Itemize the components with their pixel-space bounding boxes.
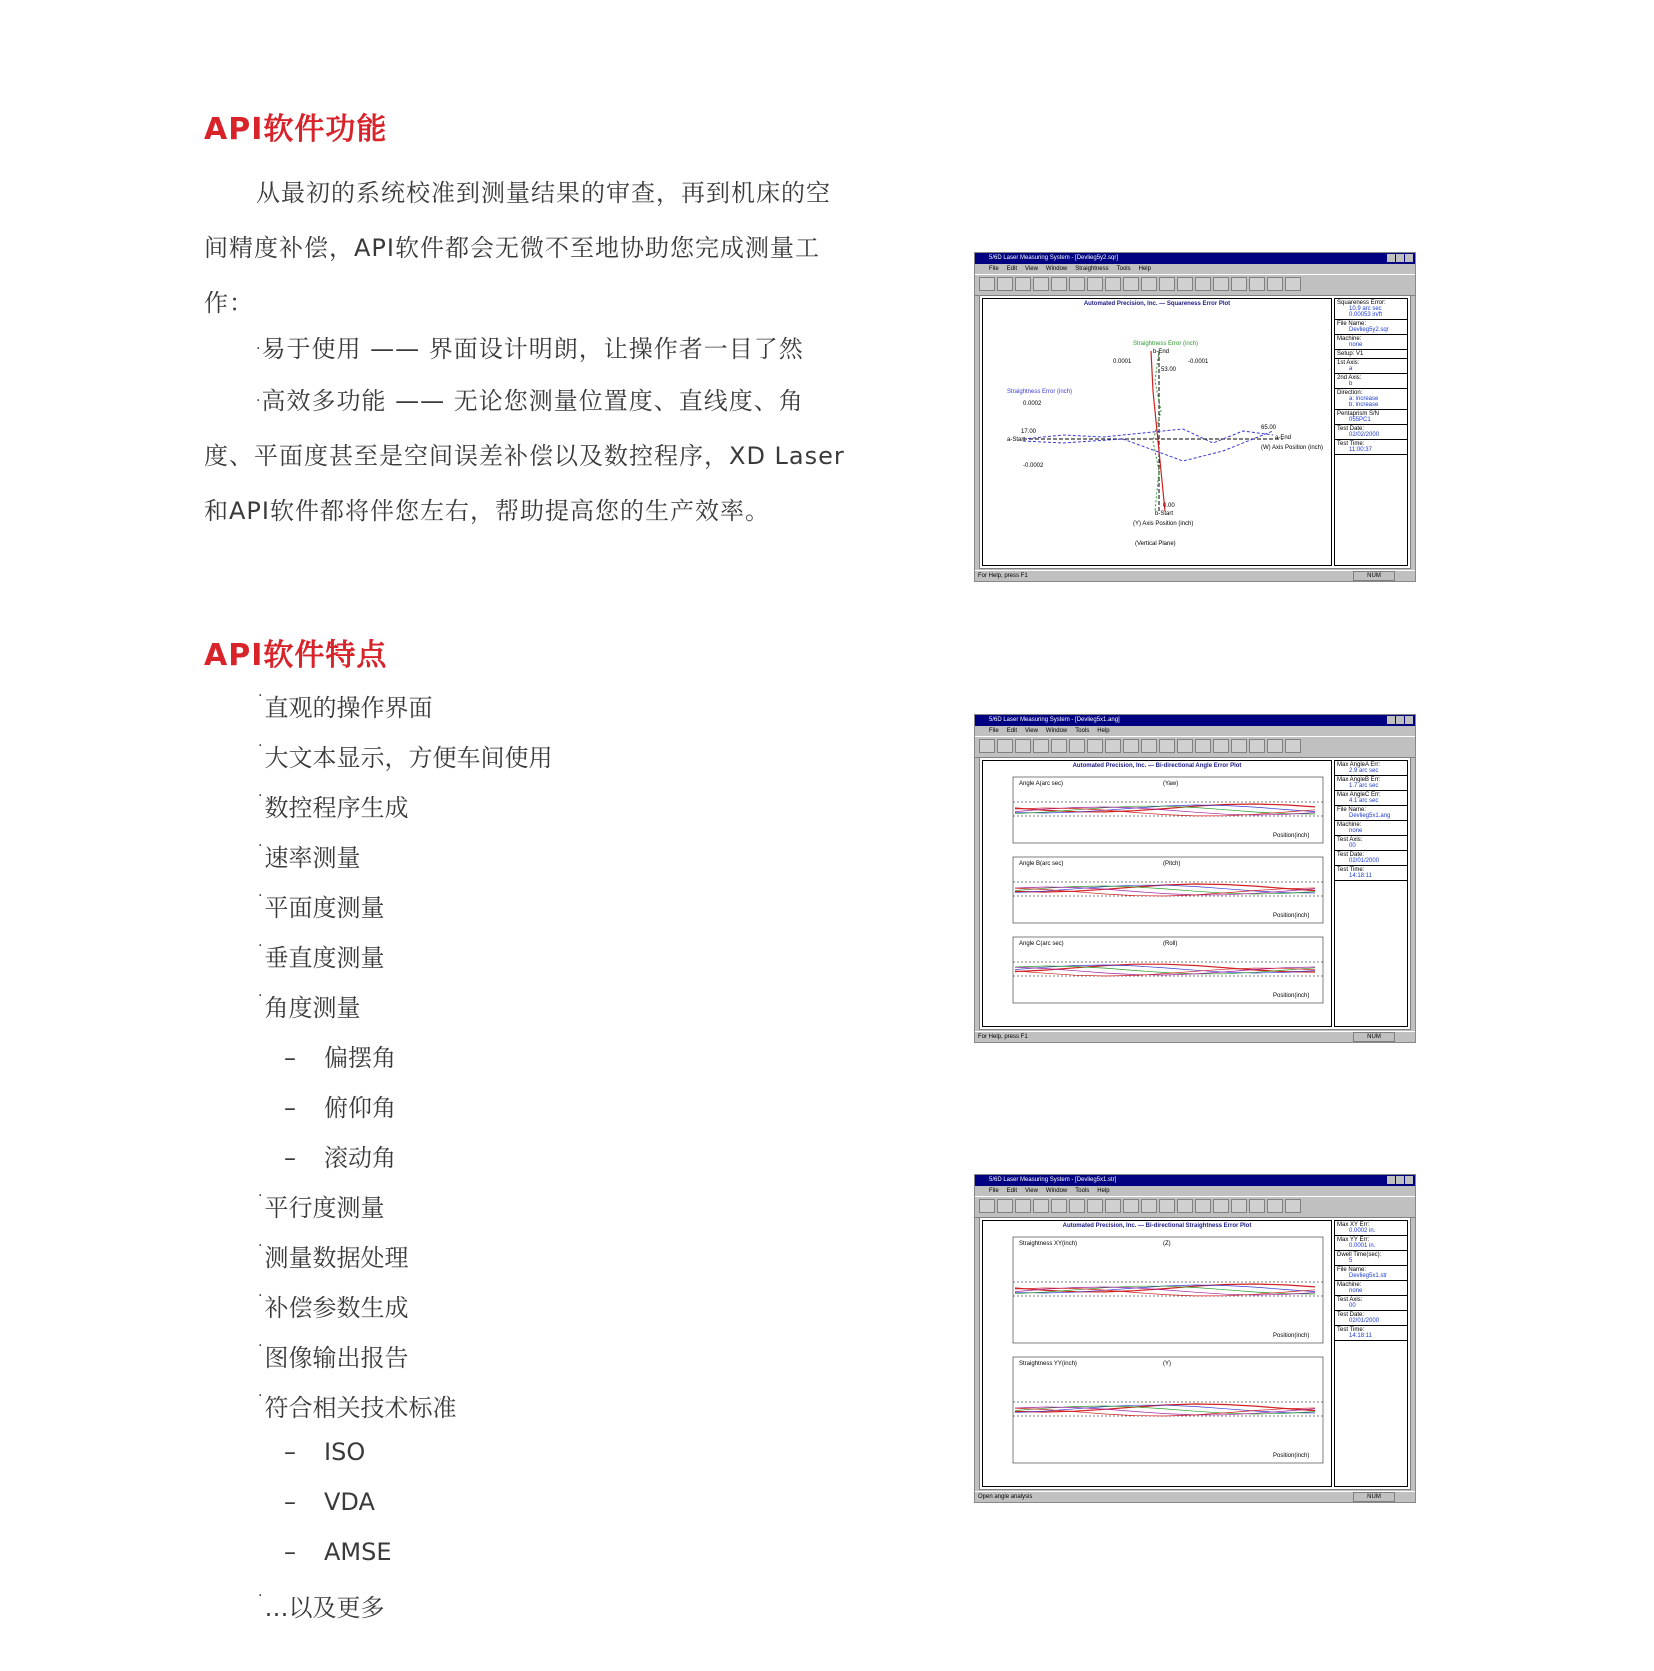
- info-row: Test Time: 14:18:11: [1335, 1326, 1407, 1341]
- info-row: File Name: Devlieg5x1.ang: [1335, 806, 1407, 821]
- info-row: Machine: none: [1335, 1281, 1407, 1296]
- info-row: 2nd Axis: b: [1335, 374, 1407, 389]
- feature-item: ·大文本显示，方便车间使用: [258, 738, 553, 772]
- menu-bar: [975, 726, 1415, 736]
- menu-item[interactable]: Edit: [1006, 266, 1018, 272]
- position-label: Position(inch): [1273, 913, 1310, 919]
- menu-item[interactable]: File: [989, 266, 999, 272]
- info-row: Test Time: 14:18:11: [1335, 866, 1407, 881]
- menu-item[interactable]: Help: [1097, 728, 1110, 734]
- menu-item[interactable]: Window: [1045, 266, 1068, 272]
- toolbar: [975, 274, 1415, 296]
- info-row: Pentaprism S/N 055PC1: [1335, 410, 1407, 425]
- label-a-end: a-End: [1275, 435, 1292, 441]
- label-53: 53.00: [1161, 367, 1177, 373]
- window-title-bar: 5/6D Laser Measuring System - [Devlieg5x1.str]: [975, 1175, 1415, 1186]
- menu-item[interactable]: Edit: [1006, 1188, 1018, 1194]
- panel-tag: (Z): [1163, 1241, 1171, 1247]
- feature-item: ·补偿参数生成: [258, 1288, 409, 1322]
- position-label: Position(inch): [1273, 1453, 1310, 1459]
- status-bar: For Help, press F1 NUM: [975, 570, 1415, 581]
- label-a-start: a-Start: [1007, 437, 1026, 443]
- menu-bar: [975, 1186, 1415, 1196]
- menu-item[interactable]: Help: [1097, 1188, 1110, 1194]
- menu-item[interactable]: Window: [1045, 728, 1068, 734]
- info-row: File Name: Devlieg5y2.sqr: [1335, 320, 1407, 335]
- feature-item: ·图像输出报告: [258, 1338, 409, 1372]
- intro-paragraph: 从最初的系统校准到测量结果的审查，再到机床的空间精度补偿，API软件都会无微不至地协助您完成测量工作：: [204, 179, 831, 317]
- feature-item: ·角度测量: [258, 988, 361, 1022]
- feature-item: ·直观的操作界面: [258, 688, 433, 722]
- screenshot-straightness: [974, 1174, 1416, 1503]
- screenshot-angle: [974, 714, 1416, 1043]
- plot-title: Automated Precision, Inc. — Bi-directional Angle Error Plot: [1072, 763, 1242, 769]
- feature-item: ·符合相关技术标准: [258, 1388, 457, 1422]
- info-row: Test Date: 02/01/2000: [1335, 851, 1407, 866]
- panel-label: Angle A(arc sec): [1019, 781, 1064, 787]
- info-row: Test Axis: 00: [1335, 836, 1407, 851]
- label-65: 65.00: [1261, 425, 1277, 431]
- feature-item: ·平行度测量: [258, 1188, 385, 1222]
- position-label: Position(inch): [1273, 833, 1310, 839]
- panel-tag: (Y): [1163, 1361, 1171, 1367]
- info-row: Machine: none: [1335, 821, 1407, 836]
- label-w-axis: (W) Axis Position (inch): [1261, 445, 1324, 451]
- feature-item: ·速率测量: [258, 838, 361, 872]
- section-title-functions: API软件功能: [204, 112, 388, 147]
- plot-title: Automated Precision, Inc. — Bi-directional Straightness Error Plot: [1062, 1223, 1252, 1229]
- toolbar: [975, 1196, 1415, 1218]
- label-pos: 0.0001: [1113, 359, 1132, 365]
- panel-label: Angle B(arc sec): [1019, 861, 1064, 867]
- label-x-err: Straightness Error (inch): [1007, 389, 1073, 395]
- info-row: Test Date: 02/01/2000: [1335, 1311, 1407, 1326]
- info-panel: [1334, 1220, 1408, 1487]
- window-title-bar: 5/6D Laser Measuring System - [Devlieg5x1.ang]: [975, 715, 1415, 726]
- panel-tag: (Yaw): [1163, 781, 1179, 787]
- section-title-features: API软件特点: [204, 638, 388, 673]
- feature-item: ·测量数据处理: [258, 1238, 409, 1272]
- position-label: Position(inch): [1273, 993, 1310, 999]
- standard-item: – ISO: [284, 1438, 366, 1466]
- info-row: Machine: none: [1335, 335, 1407, 350]
- info-row: Dwell Time(sec): 5: [1335, 1251, 1407, 1266]
- info-row: File Name: Devlieg5x1.str: [1335, 1266, 1407, 1281]
- label-y-axis: (Y) Axis Position (inch): [1133, 521, 1194, 527]
- feature-subitem: – 俯仰角: [284, 1094, 396, 1122]
- menu-item[interactable]: Edit: [1006, 728, 1018, 734]
- menu-item[interactable]: Tools: [1075, 1188, 1090, 1194]
- info-row: Test Time: 11:00:37: [1335, 440, 1407, 455]
- plot-title: Automated Precision, Inc. — Squareness Error Plot: [1083, 301, 1231, 307]
- menu-item[interactable]: Tools: [1075, 728, 1090, 734]
- standard-item: – AMSE: [284, 1538, 392, 1566]
- window-title-bar: 5/6D Laser Measuring System - [Devlieg5y2.sqr]: [975, 253, 1415, 264]
- feature-subitem: – 滚动角: [284, 1144, 396, 1172]
- panel-tag: (Pitch): [1163, 861, 1181, 867]
- screenshot-squareness: [974, 252, 1416, 582]
- menu-item[interactable]: File: [989, 1188, 999, 1194]
- info-row: Setup: V1: [1335, 350, 1407, 359]
- menu-item[interactable]: Straightness: [1075, 266, 1109, 272]
- info-row: Max YY Err: 0.0001 in.: [1335, 1236, 1407, 1251]
- position-label: Position(inch): [1273, 1333, 1310, 1339]
- menu-item[interactable]: Window: [1045, 1188, 1068, 1194]
- status-bar: Open angle analysis NUM: [975, 1491, 1415, 1502]
- info-row: Test Axis: 00: [1335, 1296, 1407, 1311]
- info-row: Squareness Error: 10.9 arc sec 0.00053 in/ft: [1335, 299, 1407, 320]
- toolbar: [975, 736, 1415, 758]
- straightness-plot: [982, 1220, 1332, 1487]
- feature-more: ·…以及更多: [258, 1588, 385, 1622]
- standard-item: – VDA: [284, 1488, 375, 1516]
- label-neg0002: -0.0002: [1023, 463, 1044, 469]
- info-panel: [1334, 760, 1408, 1027]
- info-row: Direction: a: increase b: increase: [1335, 389, 1407, 410]
- panel-label: Straightness YY(inch): [1019, 1361, 1077, 1367]
- info-row: Max AngleC Err: 4.1 arc sec: [1335, 791, 1407, 806]
- status-bar: For Help, press F1 NUM: [975, 1031, 1415, 1042]
- angle-chart: [983, 773, 1339, 1023]
- menu-item[interactable]: View: [1025, 728, 1038, 734]
- menu-item[interactable]: Help: [1138, 266, 1151, 272]
- label-0: 0.00: [1163, 503, 1175, 509]
- feature-item: ·数控程序生成: [258, 788, 409, 822]
- label-plane: (Vertical Plane): [1135, 541, 1176, 547]
- info-row: Test Date: 02/02/2000: [1335, 425, 1407, 440]
- label-b-end: b-End: [1153, 349, 1170, 355]
- label-neg: -0.0001: [1188, 359, 1209, 365]
- panel-label: Straightness XY(inch): [1019, 1241, 1078, 1247]
- panel-label: Angle C(arc sec): [1019, 941, 1064, 947]
- angle-plot: [982, 760, 1332, 1027]
- menu-item[interactable]: View: [1025, 266, 1038, 272]
- feature-item: ·平面度测量: [258, 888, 385, 922]
- bullet-efficient: ·高效多功能 —— 无论您测量位置度、直线度、角度、平面度甚至是空间误差补偿以及数控程序，XD Laser和API软件都将伴您左右，帮助提高您的生产效率。: [204, 387, 845, 525]
- feature-subitem: – 偏摆角: [284, 1044, 396, 1072]
- info-row: Max AngleA Err: 2.9 arc sec: [1335, 761, 1407, 776]
- label-b-start: b-Start: [1155, 511, 1174, 517]
- label-0002: 0.0002: [1023, 401, 1042, 407]
- label-y-err: Straightness Error (inch): [1133, 341, 1199, 347]
- menu-item[interactable]: Tools: [1116, 266, 1131, 272]
- menu-item[interactable]: File: [989, 728, 999, 734]
- info-row: Max XY Err: 0.0002 in.: [1335, 1221, 1407, 1236]
- label-17: 17.00: [1021, 429, 1037, 435]
- menu-item[interactable]: View: [1025, 1188, 1038, 1194]
- squareness-chart: [983, 311, 1339, 561]
- squareness-plot: [982, 298, 1332, 566]
- straightness-chart: [983, 1233, 1339, 1483]
- feature-item: ·垂直度测量: [258, 938, 385, 972]
- info-row: Max AngleB Err: 1.7 arc sec: [1335, 776, 1407, 791]
- bullet-easy-use: ·易于使用 —— 界面设计明朗，让操作者一目了然: [256, 335, 804, 363]
- info-row: 1st Axis: a: [1335, 359, 1407, 374]
- panel-tag: (Roll): [1163, 941, 1178, 947]
- info-panel: [1334, 298, 1408, 566]
- menu-bar: [975, 264, 1415, 274]
